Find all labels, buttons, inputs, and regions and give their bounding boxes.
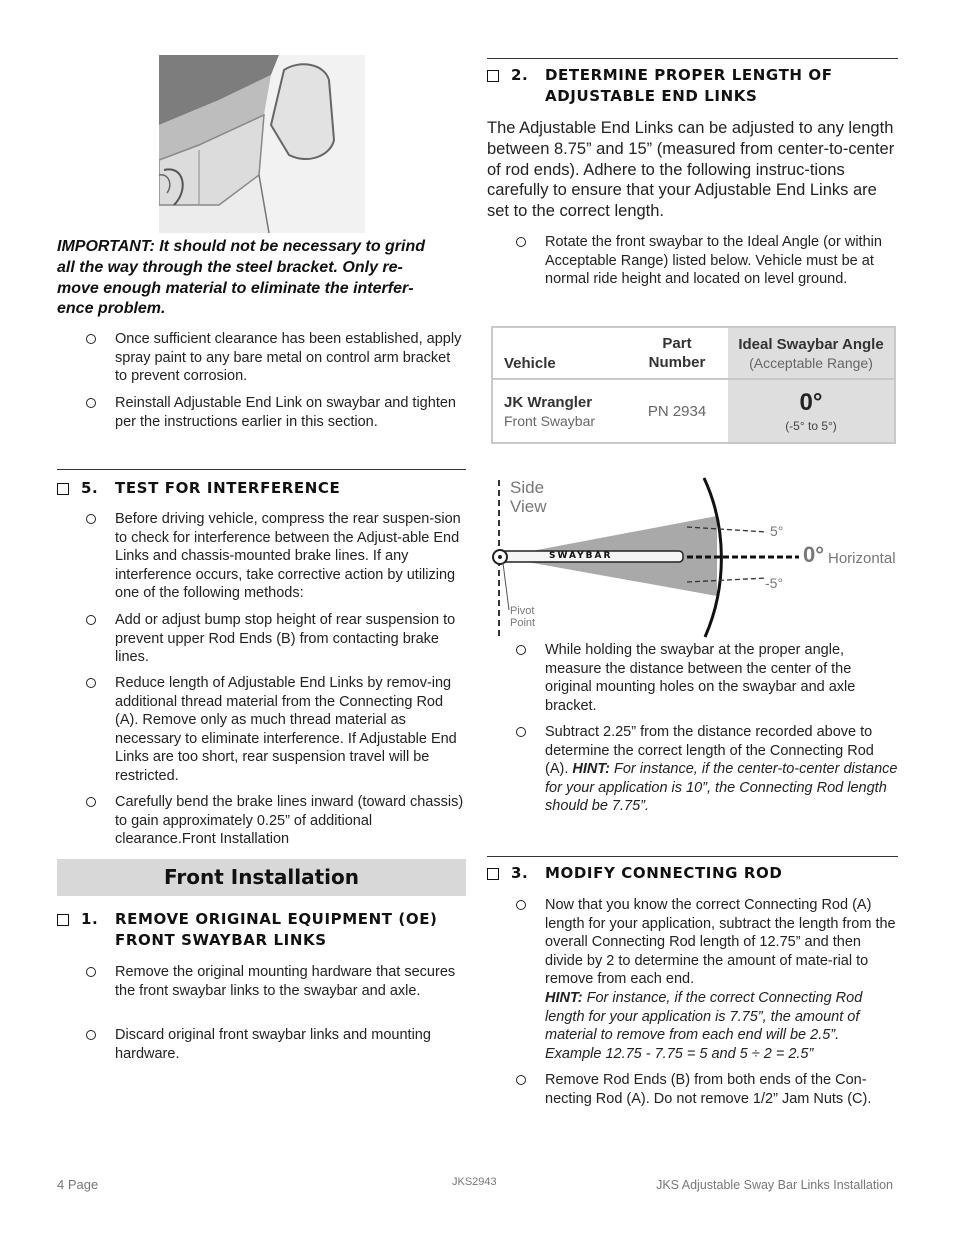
step-5-heading: 5. TEST FOR INTERFERENCE <box>57 478 466 500</box>
footer-title: JKS Adjustable Sway Bar Links Installation <box>656 1178 893 1192</box>
table-header-vehicle: Vehicle <box>504 355 556 372</box>
bullet-circle-icon <box>86 1030 96 1040</box>
swaybar-side-view-diagram <box>487 472 898 640</box>
side-view-label: Side View <box>510 478 547 516</box>
checkbox-icon <box>57 914 69 926</box>
divider <box>57 469 466 470</box>
checkbox-icon <box>57 483 69 495</box>
table-header-angle: Ideal Swaybar Angle (Acceptable Range) <box>728 327 895 379</box>
bullet-circle-icon <box>516 1075 526 1085</box>
step-1-heading: 1. REMOVE ORIGINAL EQUIPMENT (OE) FRONT SWAYBAR LINKS <box>57 909 466 953</box>
bullet-circle-icon <box>86 797 96 807</box>
bullet-circle-icon <box>516 645 526 655</box>
horizontal-label: Horizontal <box>828 550 896 567</box>
table-cell-part: PN 2934 <box>647 402 707 420</box>
footer-doc-code: JKS2943 <box>452 1176 497 1188</box>
swaybar-angle-table <box>491 326 896 444</box>
bullet-circle-icon <box>516 727 526 737</box>
table-row: JK Wrangler Front Swaybar <box>504 393 596 429</box>
checkbox-icon <box>487 70 499 82</box>
important-note: IMPORTANT: It should not be necessary to grind all the way through the steel bracket. Only re- move enough material to eliminate the interfer- ence problem. <box>57 238 426 318</box>
table-header-part: Part Number <box>648 335 706 371</box>
minus-5-label: -5° <box>765 575 784 591</box>
section-heading-bar <box>57 859 466 896</box>
footer-page: 4 Page <box>57 1177 99 1192</box>
divider <box>487 856 898 857</box>
bullet-circle-icon <box>86 678 96 688</box>
bullet-circle-icon <box>516 237 526 247</box>
plus-5-label: 5° <box>770 523 784 539</box>
zero-degree-label: 0° <box>803 542 825 567</box>
bullet-circle-icon <box>516 900 526 910</box>
bullet-circle-icon <box>86 615 96 625</box>
checkbox-icon <box>487 868 499 880</box>
section-title: Front Installation <box>164 865 359 889</box>
bullet-circle-icon <box>86 967 96 977</box>
step-2-heading: 2. DETERMINE PROPER LENGTH OF ADJUSTABLE END LINKS <box>487 65 898 109</box>
swaybar-label: SWAYBAR <box>549 551 613 561</box>
step-2-paragraph: The Adjustable End Links can be adjusted to any length between 8.75” and 15” (measured from center-to-center of rod ends). Adhere to the following instruc-tions carefully to ensure that your Adjustable End Links are set to the correct length. <box>487 119 895 221</box>
divider <box>487 58 898 59</box>
bracket-photo <box>159 55 365 233</box>
table-cell-angle: 0° (-5° to 5°) <box>728 379 895 443</box>
bullet-circle-icon <box>86 334 96 344</box>
step-3-heading: 3. MODIFY CONNECTING ROD <box>487 863 898 885</box>
bullet-circle-icon <box>86 514 96 524</box>
pivot-point-label: Pivot Point <box>510 605 536 629</box>
bullet-circle-icon <box>86 398 96 408</box>
